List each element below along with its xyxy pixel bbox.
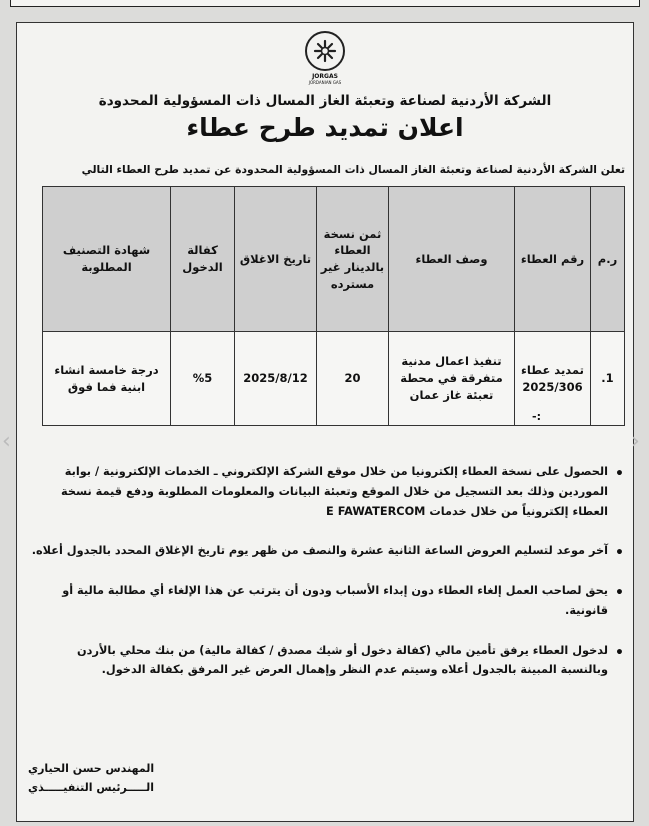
note-text: آخر موعد لتسليم العروض الساعة الثانية عشرة والنصف من ظهر يوم تاريخ الإغلاق المحدد بالجدول أعلاه. [31,544,608,558]
announcement-title: اعلان تمديد طرح عطاء [186,113,464,142]
header-serial: ر.م [591,187,625,332]
cell-classification: درجة خامسة انشاء ابنية فما فوق [43,332,171,426]
header-tender-number: رقم العطاء [515,187,591,332]
cell-description: تنفيذ اعمال مدنية متفرقة في محطة تعبئة غاز عمان [389,332,515,426]
company-logo [299,31,351,93]
header-description: وصف العطاء [389,187,515,332]
previous-page-strip [10,0,640,7]
signatory-name: المهندس حسن الحياري [28,762,155,775]
tender-table [42,186,625,426]
cell-tender-number: تمديد عطاء 2025/306 [515,332,591,426]
list-item [28,541,624,562]
note-text: لدخول العطاء يرفق تأمين مالي (كفالة دخول أو شيك مصدق / كفالة مالية) من بنك محلي بالأردن وبالنسبة المبينة بالجدول أعلاه وسيتم عدم النظر وإهمال العرض غير المرفق بكفالة الدخول. [77,643,608,677]
list-item [28,641,624,681]
signatory-role: الـــــرئيس التنفيـــــذي [28,780,155,794]
gas-logo-icon [305,31,345,71]
bullet-icon: • [615,545,624,562]
header-entry-bond: كفالة الدخول [171,187,235,332]
logo-subcaption: JORDANIAN GAS [308,80,342,85]
note-text: الحصول على نسخة العطاء إلكترونيا من خلال موقع الشركة الإلكتروني ـ الخدمات الإلكترونية / بوابة الموردين وذلك بعد التسجيل من خلال الموقع وتعبئة البيانات والمعلومات المطلوبة ودفع قيمة نسخة العطاء إلكترونياً من خلال خدمات E FAWATERCOM [60,465,608,518]
bullet-icon: • [615,585,624,602]
notes-list [28,462,626,700]
company-name: الشركة الأردنية لصناعة وتعبئة الغاز المسال ذات المسؤولية المحدودة [98,93,552,109]
cell-serial: 1. [591,332,625,426]
cell-closing-date: 2025/8/12 [235,332,317,426]
cell-entry-bond: %5 [171,332,235,426]
signature-block [28,760,154,797]
note-text: يحق لصاحب العمل إلغاء العطاء دون إبداء الأسباب ودون أن يترتب عن هذا الإلغاء أي مطالبة مالية أو قانونية. [62,584,608,617]
list-item [28,581,624,621]
previous-page-arrow-icon[interactable]: ‹ [2,429,11,454]
bullet-icon: • [615,644,624,661]
logo-caption: JORGAS [312,73,338,80]
next-page-arrow-icon[interactable]: › [631,429,640,454]
header-closing-date: تاريخ الاغلاق [235,187,317,332]
header-classification: شهادة التصنيف المطلوبة [43,187,171,332]
intro-text: تعلن الشركة الأردنية لصناعة وتعبئة الغاز المسال ذات المسؤولية المحدودة عن تمديد طرح العطاء التالي [81,163,625,176]
table-header-row [43,187,625,332]
header-price: ثمن نسخة العطاء بالدينار غير مسترده [317,187,389,332]
notes-marker: -: [532,410,541,423]
cell-price: 20 [317,332,389,426]
list-item [28,462,624,521]
bullet-icon: • [615,466,624,482]
